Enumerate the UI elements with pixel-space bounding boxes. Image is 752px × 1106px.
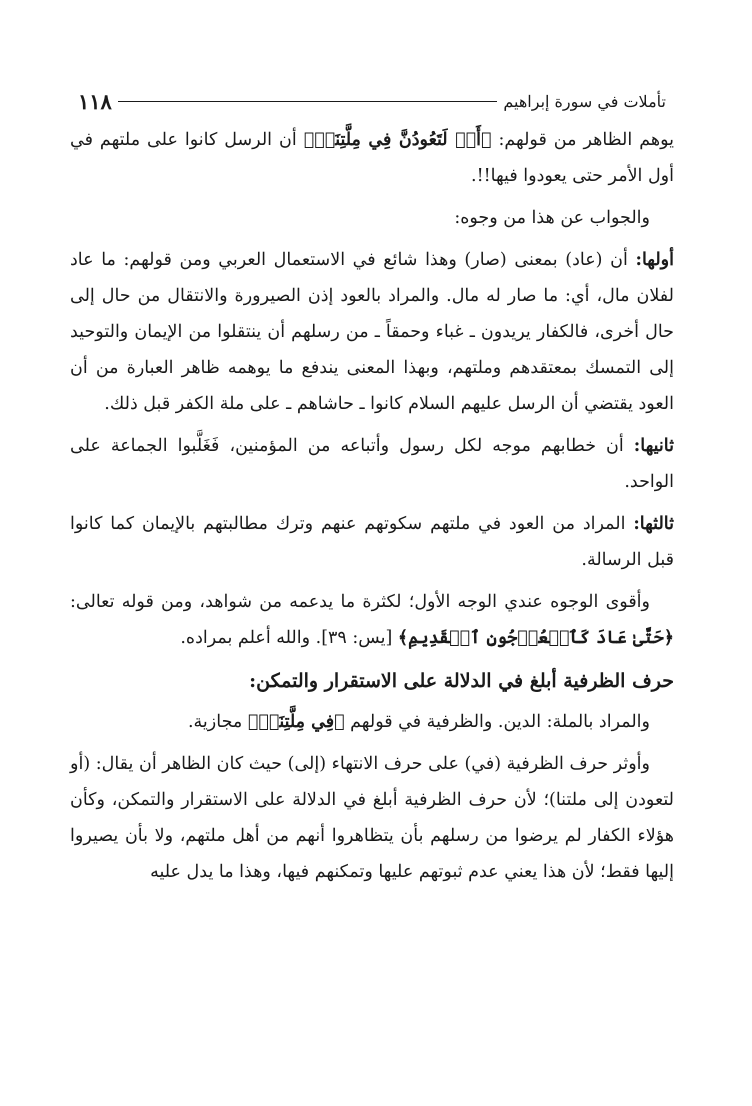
paragraph-1 xyxy=(70,122,674,194)
running-title: تأملات في سورة إبراهيم xyxy=(503,91,666,111)
point-1-text: أن (عاد) بمعنى (صار) وهذا شائع في الاستعمال العربي ومن قولهم: ما عاد لفلان مال، أي: ما صار له مال. والمراد بالعود إذن الصيرورة والانتقال من حال إلى حال أخرى، فالكفار يريدون ـ غباء وحمقاً ـ من رسلهم أن ينتقلوا من الإيمان والتوحيد إلى التمسك بمعتقدهم وملتهم، وبهذا المعنى يندفع ما يوهمه ظاهر العبارة من أن العود يقتضي أن الرسل عليهم السلام كانوا ـ حاشاهم ـ على ملة الكفر قبل ذلك. xyxy=(70,250,674,414)
header-rule xyxy=(118,101,498,102)
paragraph-1-text-b: أن الرسل كانوا على ملتهم في أول الأمر حتى يعودوا فيها!!. xyxy=(70,130,674,186)
paragraph-3 xyxy=(70,242,674,422)
quran-quote-3: ﴿فِي مِلَّتِنَاۖ﴾ xyxy=(247,712,345,732)
point-2-text: أن خطابهم موجه لكل رسول وأتباعه من المؤمنين، فَغَلَّبوا الجماعة على الواحد. xyxy=(70,436,674,492)
page-number: ١١٨ xyxy=(78,88,112,114)
point-1-label: أولها: xyxy=(635,250,674,270)
paragraph-7-text-b: مجازية. xyxy=(187,712,248,732)
paragraph-8: وأوثر حرف الظرفية (في) على حرف الانتهاء (إلى) حيث كان الظاهر أن يقال: (أو لتعودن إلى ملتنا)؛ لأن حرف الظرفية أبلغ في الدلالة على الاستقرار والتمكن، وكأن هؤلاء الكفار لم يرضوا من رسلهم بأن يتظاهروا أنهم من أهل ملتهم، ولا بأن يصيروا إليها فقط؛ لأن هذا يعني عدم ثبوتهم عليها وتمكنهم فيها، وهذا ما يدل عليه xyxy=(70,754,674,882)
paragraph-7-text-a: والمراد بالملة: الدين. والظرفية في قولهم xyxy=(344,712,650,732)
paragraph-6-text-a: وأقوى الوجوه عندي الوجه الأول؛ لكثرة ما يدعمه من شواهد، ومن قوله تعالى: xyxy=(70,592,650,612)
point-2-label: ثانيها: xyxy=(633,436,674,456)
quran-quote-2: ﴿حَتَّىٰ عَادَ كَٱلۡعُرۡجُونِ ٱلۡقَدِيمِ﴾ xyxy=(397,628,674,648)
paragraph-2: والجواب عن هذا من وجوه: xyxy=(454,208,650,228)
paragraph-6-text-b: [يس: ٣٩]. والله أعلم بمراده. xyxy=(180,628,398,648)
paragraph-5 xyxy=(70,506,674,578)
running-header xyxy=(70,86,674,116)
paragraph-7 xyxy=(70,704,674,740)
point-3-label: ثالثها: xyxy=(633,514,674,534)
paragraph-1-text-a: يوهم الظاهر من قولهم: xyxy=(491,130,674,150)
paragraph-4 xyxy=(70,428,674,500)
paragraph-6 xyxy=(70,584,674,656)
point-3-text: المراد من العود في ملتهم سكوتهم عنهم وترك مطالبتهم بالإيمان كما كانوا قبل الرسالة. xyxy=(70,514,674,570)
section-heading: حرف الظرفية أبلغ في الدلالة على الاستقرار والتمكن: xyxy=(249,670,674,692)
quran-quote-1: ﴿أَوۡ لَتَعُودُنَّ فِي مِلَّتِنَاۖ﴾ xyxy=(303,130,492,150)
